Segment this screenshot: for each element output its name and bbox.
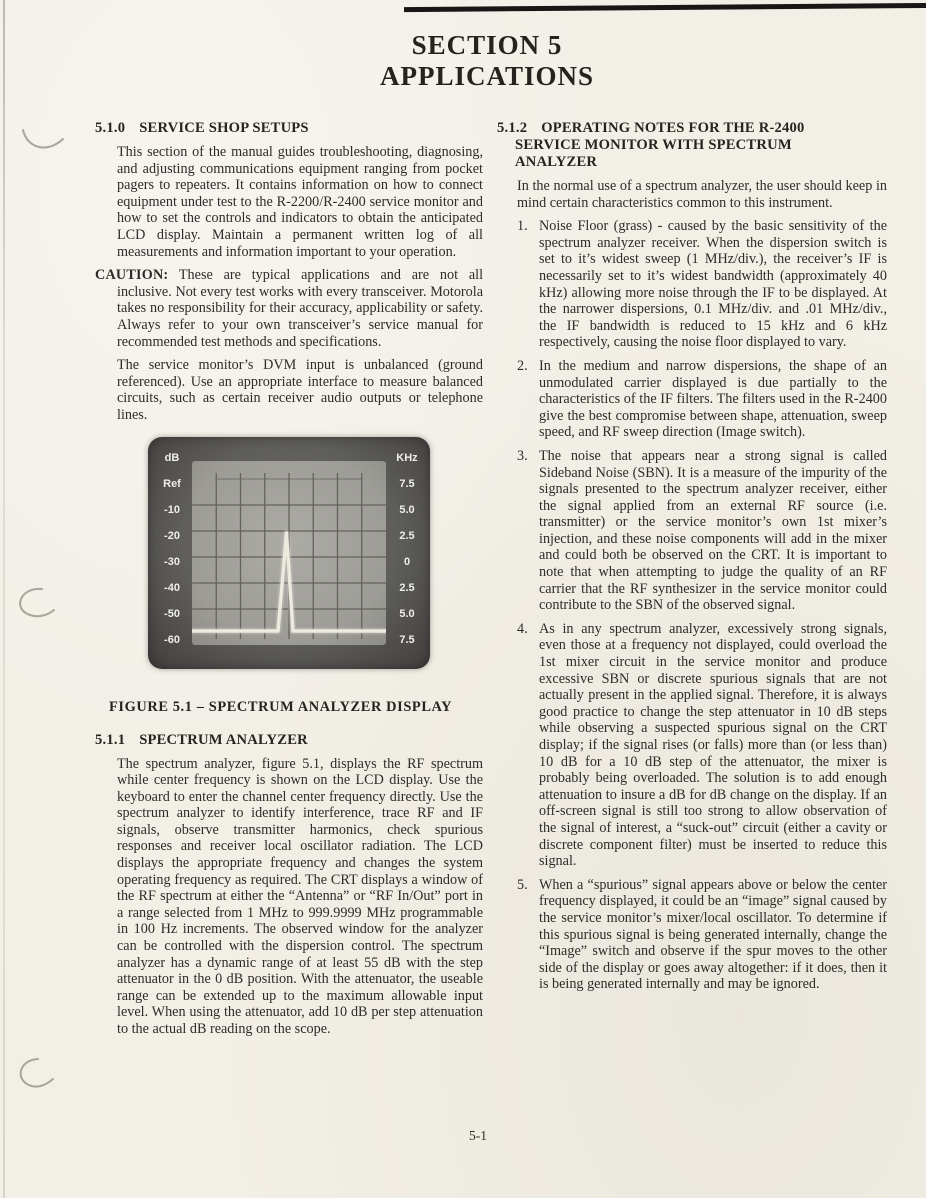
heading-5-1-0 — [95, 120, 483, 137]
list-item-text: When a “spurious” signal appears above or below the center frequency displayed, it could be an “image” signal caused by the service monitor’s mixer/local oscillator. To determine if this spurious signal is being generated internally, change the “Image” switch and observe if the spur moves to the other side of the display or goes away altogether: if it does, then it is being generated internally and may be ignored. — [539, 876, 887, 993]
list-item-text: The noise that appears near a strong signal is called Sideband Noise (SBN). It is a measure of the impurity of the signals presented to the spectrum analyzer receiver, either the signal applied from an external RF source (i.e. transmitter) or the service monitor’s own 1st mixer’s injection, and these noise components will add in the mixer and could both be observed on the CRT. It is important to note that when attempting to judge the quality of an RF carrier that the RF synthesizer in the service monitor could contribute to the SBN of the observed signal. — [539, 447, 887, 614]
intro-paragraph: In the normal use of a spectrum analyzer, the user should keep in mind certain characteristics common to this instrument. — [517, 178, 887, 211]
list-item-text: Noise Floor (grass) - caused by the basic sensitivity of the spectrum analyzer receiver. When the dispersion switch is set to it’s widest sweep (1 MHz/div.), the receiver’s IF is necessarily set to it’s widest bandwidth (approximately 40 kHz) allowing more noise through the IF to be displayed. At the narrower dispersions, 0.1 MHz/div. and .01 MHz/div., the IF bandwidth is reduced to 15 kHz and 6 kHz respectively, causing the noise floor displayed to vary. — [539, 218, 887, 351]
scale-label: 0 — [403, 555, 411, 568]
list-item-number: 3. — [517, 447, 528, 464]
list-item-text: As in any spectrum analyzer, excessively strong signals, even those at a frequency not displayed, could overload the 1st mixer circuit in the service monitor and produce excessive SBN or discrete spurious signals that are not actually present in the applied signal. Therefore, it is always good practice to change the step attenuator in 10 dB steps while observing a suspected spurious signal on the CRT display; if the signal rises (or falls) more than (or less than) 10 dB for a 10 dB step of the attenuator, the mixer is probably being overloaded. The solution is to add enough attenuation to insure a dB for dB change on the display. If an off-screen signal is still too strong to allow observation of the signal of interest, a “suck-out” circuit (either a cavity or discrete component filter) must be inserted to reduce this signal. — [539, 620, 887, 870]
binder-mark-icon — [20, 126, 68, 160]
caution-label: CAUTION: — [95, 267, 169, 284]
scale-label: dB — [164, 451, 180, 464]
scale-label: Ref — [163, 477, 181, 490]
list-item — [497, 877, 887, 993]
right-column — [497, 120, 887, 1000]
heading-5-1-2 — [497, 120, 887, 171]
left-column — [95, 120, 483, 1045]
list-item-number: 1. — [517, 218, 528, 235]
scale-label: 2.5 — [399, 529, 415, 542]
scan-artifact-left-edge — [3, 0, 5, 1198]
heading-title: SPECTRUM ANALYZER — [139, 731, 308, 748]
section-title-line1: SECTION 5 — [411, 30, 563, 60]
list-item — [497, 621, 887, 870]
scale-label: -50 — [164, 607, 180, 620]
heading-number: 5.1.0 — [95, 120, 126, 136]
heading-5-1-1 — [95, 732, 483, 749]
scale-label: -40 — [164, 581, 180, 594]
scan-artifact-top-bar — [404, 3, 926, 12]
list-item — [497, 448, 887, 614]
scale-label: 5.0 — [399, 503, 415, 516]
list-item-text: In the medium and narrow dispersions, the shape of an unmodulated carrier displayed is due partially to the characteristics of the IF filters. The filters used in the R-2400 give the best compromise between shape, attenuation, sweep speed, and RF sweep direction (Image switch). — [539, 357, 887, 441]
paragraph: This section of the manual guides troubleshooting, diagnosing, and adjusting communications equipment ranging from pocket pagers to repeaters. It contains information on how to connect equipment under test to the R-2200/R-2400 service monitor and how to set the controls and indicators to obtain the anticipated LCD display. Maintain a permanent written log of all measurements and information important to your operation. — [117, 144, 483, 260]
paragraph: The service monitor’s DVM input is unbalanced (ground referenced). Use an appropriate interface to measure balanced circuits, such as certain receiver audio outputs or telephone lines. — [117, 357, 483, 423]
scale-label: -60 — [164, 633, 180, 646]
list-item — [497, 218, 887, 351]
spectrum-screen — [192, 461, 386, 645]
scale-label: 7.5 — [399, 477, 415, 490]
paragraph: The spectrum analyzer, figure 5.1, displays the RF spectrum while center frequency is shown on the LCD display. Use the keyboard to enter the channel center frequency directly. Use the spectrum analyzer to identify interference, trace RF and IF signals, observe transmitter harmonics, check spurious responses and receiver local oscillator radiation. The LCD displays the appropriate frequency and changes the system operating frequency as required. The CRT displays a window of the RF spectrum at either the “Antenna” or “RF In/Out” port in a range selected from 1 MHz to 999.9999 MHz programmable in 100 Hz increments. The observed window for the analyzer can be controlled with the dispersion control. The spectrum analyzer has a dynamic range of at least 55 dB with the step attenuator in the 0 dB position. With the attenuator, the useable range can be extended up to the maximum allowable input level. When using the attenuator, add 10 dB per step attenuation to the actual dB reading on the scope. — [117, 755, 483, 1037]
list-item — [497, 358, 887, 441]
db-scale-labels — [154, 445, 190, 653]
khz-scale-labels — [388, 445, 426, 653]
heading-number: 5.1.2 — [497, 120, 528, 136]
scale-label: -20 — [164, 529, 180, 542]
page-number: 5-1 — [469, 1128, 487, 1143]
scale-label: 2.5 — [399, 581, 415, 594]
scale-label: -10 — [164, 503, 180, 516]
caution-paragraph — [95, 267, 483, 350]
section-title-line2: APPLICATIONS — [379, 61, 595, 91]
heading-number: 5.1.1 — [95, 731, 126, 748]
figure-caption: FIGURE 5.1 – SPECTRUM ANALYZER DISPLAY — [109, 698, 453, 715]
scale-label: 5.0 — [399, 607, 415, 620]
binder-mark-icon — [12, 586, 60, 622]
heading-title-line1: OPERATING NOTES FOR THE R-2400 — [541, 120, 805, 136]
scale-label: KHz — [396, 451, 418, 464]
heading-title-rest: SERVICE MONITOR WITH SPECTRUM ANALYZER — [515, 137, 792, 170]
heading-title: SERVICE SHOP SETUPS — [139, 120, 309, 136]
list-item-number: 2. — [517, 357, 528, 374]
list-item-number: 5. — [517, 876, 528, 893]
scale-label: 7.5 — [399, 633, 415, 646]
scale-label: -30 — [164, 555, 180, 568]
section-title — [0, 30, 926, 92]
list-item-number: 4. — [517, 620, 528, 637]
crt-bezel — [148, 437, 430, 669]
binder-mark-icon — [14, 1056, 60, 1092]
figure-spectrum-analyzer-display — [148, 437, 430, 669]
caution-text: These are typical applications and are not all inclusive. Not every test works with every transceiver. Motorola takes no responsibility for their accuracy, applicability or safety. Always refer to your own transceiver’s service manual for recommended test methods and specifications. — [117, 267, 484, 350]
